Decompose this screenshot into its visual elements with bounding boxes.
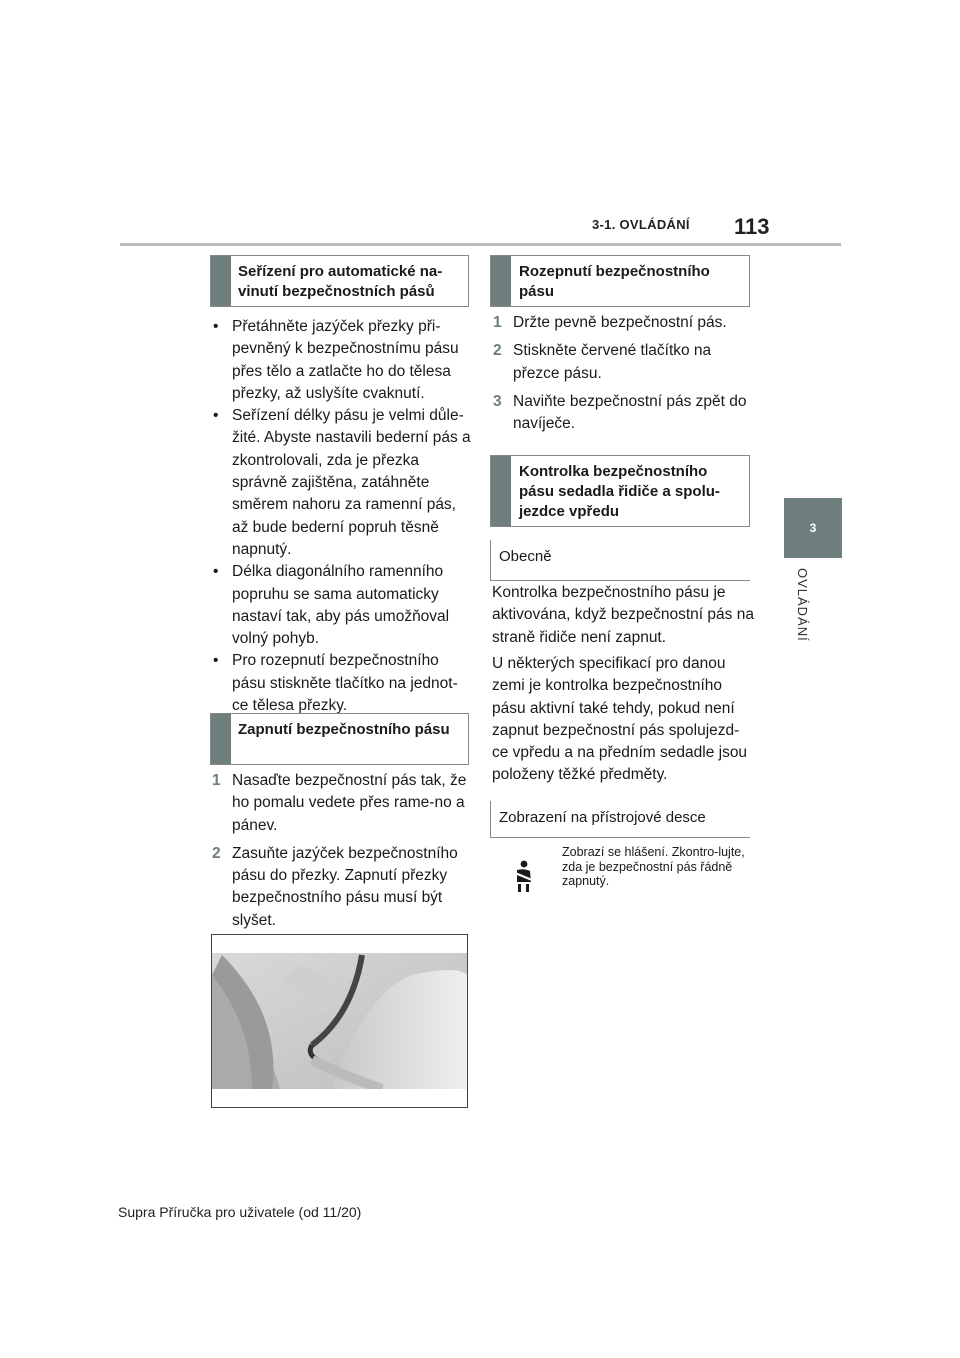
subheading-general: Obecně [490, 540, 750, 581]
step-text: Stiskněte červené tlačítko na přezce pásu. [513, 342, 712, 382]
step-item [492, 340, 754, 385]
chapter-tab: 3 [784, 498, 842, 558]
footer-text: Supra Příručka pro uživatele (od 11/20) [118, 1204, 362, 1220]
chapter-label: OVLÁDÁNÍ [795, 568, 810, 642]
step-number: 1 [493, 314, 502, 331]
bullet-item: • Seřízení délky pásu je velmi důle-žité. Abyste nastavili bederní pás a zkontrolovali, zda je přezka správně zajištěna, zatáhněte směrem nahoru za ramenní pás, až bude bederní popruh těsně napnutý. [211, 405, 473, 561]
steps-unfasten-container [492, 312, 754, 441]
step-item [211, 843, 473, 932]
subheading-instrument-display: Zobrazení na přístrojové desce [490, 801, 750, 838]
heading-auto-retract: Seřízení pro automatické na-vinutí bezpečnostních pásů [238, 263, 443, 300]
heading-bar [491, 456, 511, 526]
step-text: Naviňte bezpečnostní pás zpět do navíječe. [513, 392, 747, 433]
heading-box-auto-retract [210, 255, 469, 307]
steps-fasten [211, 770, 473, 932]
heading-unfasten: Rozepnutí bezpečnostního pásu [519, 263, 710, 300]
section-title: 3-1. OVLÁDÁNÍ [592, 217, 690, 232]
paragraph-general-2: U některých specifikací pro danou zemi je kontrolka bezpečnostního pásu aktivní také tehdy, pokud není zapnut bezpečnostní pás spolujezd-ce vpředu a na předním sedadle jsou položeny těžké předměty. [492, 655, 748, 784]
heading-fasten: Zapnutí bezpečnostního pásu [238, 721, 450, 738]
seatbelt-warning-icon [512, 860, 536, 892]
heading-box-warning-light [490, 455, 750, 527]
step-number: 3 [493, 392, 502, 410]
bullet-list [211, 316, 473, 717]
instrument-note: Zobrazí se hlášení. Zkontro-lujte, zda je bezpečnostní pás řádně zapnutý. [562, 845, 745, 888]
heading-bar [491, 256, 511, 306]
bullet-item: • Pro rozepnutí bezpečnostního pásu stiskněte tlačítko na jednot-ce tělesa přezky. [211, 650, 473, 717]
step-number: 2 [493, 342, 502, 360]
step-text: Držte pevně bezpečnostní pás. [513, 314, 727, 331]
heading-warning-light: Kontrolka bezpečnostního pásu sedadla řidiče a spolu-jezdce vpředu [519, 463, 720, 520]
bullet-list-container [211, 316, 473, 717]
step-number: 1 [212, 772, 221, 789]
steps-fasten-container [211, 770, 473, 938]
heading-box-fasten [210, 713, 469, 765]
heading-box-unfasten [490, 255, 750, 307]
page-number: 113 [734, 214, 770, 239]
heading-bar [211, 256, 231, 306]
paragraph-general-1: Kontrolka bezpečnostního pásu je aktivována, když bezpečnostní pás na straně řidiče není zapnut. [492, 584, 754, 646]
step-text: Nasaďte bezpečnostní pás tak, že ho pomalu vedete přes rame-no a pánev. [232, 772, 467, 834]
step-text: Zasuňte jazýček bezpečnostního pásu do přezky. Zapnutí přezky bezpečnostního pásu musí být slyšet. [232, 844, 458, 929]
bullet-item: • Délka diagonálního ramenního popruhu se sama automaticky nastaví tak, aby pás umožňoval volný pohyb. [211, 561, 473, 650]
seatbelt-photo [211, 934, 468, 1108]
heading-bar [211, 714, 231, 764]
step-item [492, 391, 754, 436]
step-item [492, 312, 754, 334]
step-number: 2 [212, 844, 221, 862]
header-rule [120, 243, 841, 246]
seatbelt-photo-icon [212, 935, 467, 1107]
step-item [211, 770, 473, 837]
steps-unfasten [492, 312, 754, 435]
bullet-item: • Přetáhněte jazýček přezky při-pevněný k bezpečnostnímu pásu přes tělo a zatlačte ho do tělesa přezky, až uslyšíte cvaknutí. [211, 316, 473, 405]
